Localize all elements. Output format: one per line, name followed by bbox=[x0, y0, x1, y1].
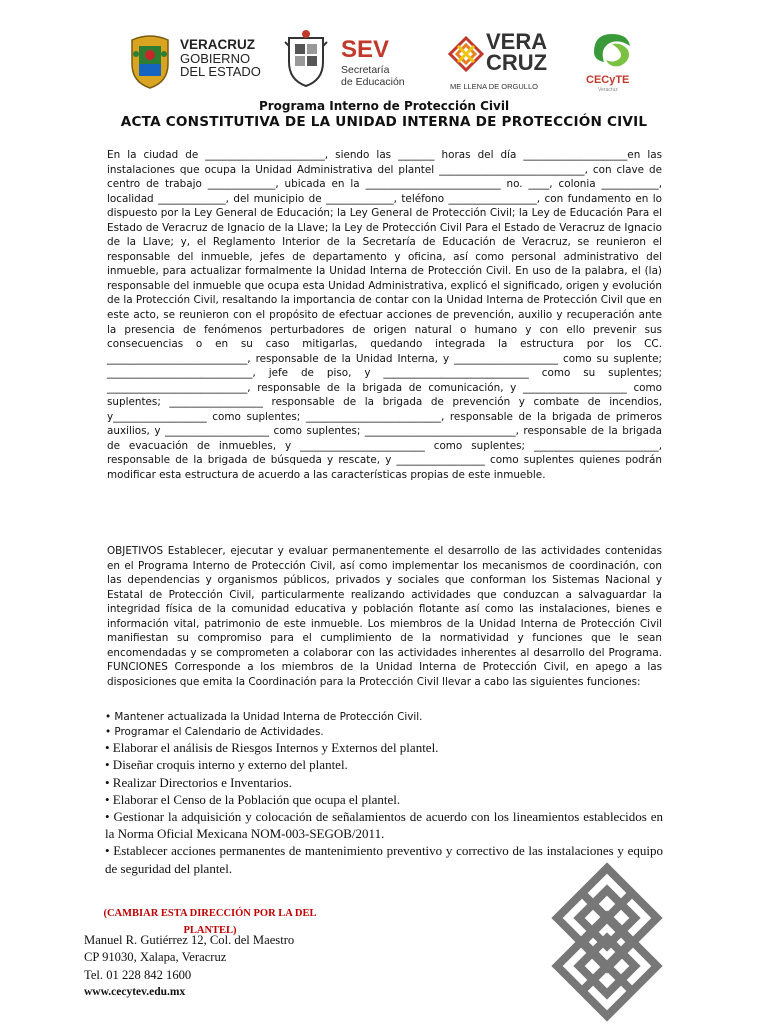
cecyte-logo bbox=[584, 30, 644, 94]
header-logos bbox=[0, 20, 768, 100]
footer-address bbox=[84, 932, 294, 1002]
objetivos-paragraph: OBJETIVOS Establecer, ejecutar y evaluar permanentemente el desarrollo de las actividades contenidas en el Programa Interno de Protección Civil, así como implementar los mecanismos de coordinación, con las dependencias y organismos públicos, privados y sociales que conforman los Sistemas Nacional y Estatal de Protección Civil, particularmente realizando actividades que conduzcan a salvaguardar la integridad física de la comunidad educativa y población flotante así como las instalaciones, bienes e información vital, patrimonio de este inmueble. Los miembros de la Unidad Interna de Protección Civil manifiestan su compromiso para el cumplimiento de la normatividad y funciones que le sean encomendadas y se comprometen a colaborar con las actividades inherentes al desarrollo del Programa. FUNCIONES Corresponde a los miembros de la Unidad Interna de Protección Civil, en apego a las disposiciones que emita la Coordinación para la Protección Civil llevar a cabo las siguientes funciones: bbox=[107, 545, 662, 688]
list-item: • Diseñar croquis interno y externo del plantel. bbox=[105, 757, 348, 773]
veracruz-line1: VERACRUZ bbox=[180, 37, 256, 52]
sev-line2: de Educación bbox=[341, 76, 405, 89]
cecyte-sub: Veracruz bbox=[598, 87, 618, 93]
sev-acronym: SEV bbox=[341, 36, 390, 63]
phone: Tel. 01 228 842 1600 bbox=[84, 967, 192, 982]
veracruz-knot-watermark-icon bbox=[551, 862, 663, 1022]
veracruz-gobierno-logo bbox=[128, 34, 268, 94]
list-item: • Programar el Calendario de Actividades. bbox=[105, 725, 324, 738]
sev-line1: Secretaría bbox=[341, 64, 390, 76]
address-line1: Manuel R. Gutiérrez 12, Col. del Maestro bbox=[84, 933, 295, 947]
veracruz-shield-icon bbox=[128, 34, 172, 90]
address-line2: CP 91030, Xalapa, Veracruz bbox=[84, 950, 227, 965]
acta-paragraph: En la ciudad de _______________________, siendo las _______ horas del día ____________________en las instalaciones que ocupa la Unidad Administrativa del plantel ____________________________, con clave de centro de trabajo _____________, ubicada en la __________________________ no. ____, colonia ___________, localidad _____________, del municipio de _____________, teléfono _________________, con fundamento en lo dispuesto por la Ley General de Educación; la Ley General de Protección Civil; la Ley de Educación Para el Estado de Veracruz de Ignacio de la Llave; la Ley de Protección Civil Para el Estado de Veracruz de Ignacio de la Llave; y, el Reglamento Interior de la Secretaría de Educación de Veracruz, se reunieron el responsable del inmueble, jefes de departamento y oficina, así como personal administrativo del inmueble, para actualizar formalmente la Unidad Interna de Protección Civil. En uso de la palabra, el (la) responsable del inmueble que ocupa esta Unidad Administrativa, explicó el significado, origen y evolución de la Protección Civil, resaltando la importancia de contar con la Unidad Interna de Protección Civil que en este acto, se reunieron con el propósito de efectuar acciones de prevención, auxilio y recuperación ante la presencia de fenómenos perturbadores de origen natural o humano y con ello prevenir sus consecuencias o en su caso mitigarlas, quedando integrada la estructura por los CC. ___________________________, responsable de la Unidad Interna, y ____________________ como su suplente; ____________________________, jefe de piso, y ____________________________ como su suplentes; ___________________________, responsable de la brigada de comunicación, y ____________________ como suplentes; __________________ responsable de la brigada de prevención y combate de incendios, y__________________ como suplentes; __________________________, responsable de la brigada de primeros auxilios, y ____________________ como suplentes; _____________________________, responsable de la brigada de evacuación de inmuebles, y ________________________ como suplentes; ________________________, responsable de la brigada de búsqueda y rescate, y _________________ como suplentes quienes podrán modificar esta estructura de acuerdo a las características propias de este inmueble. bbox=[107, 149, 662, 482]
cecyte-logo-icon bbox=[588, 30, 636, 74]
veracruz-line3: DEL ESTADO bbox=[180, 63, 261, 79]
list-item: • Realizar Directorios e Inventarios. bbox=[105, 774, 292, 790]
change-address-note: (CAMBIAR ESTA DIRECCIÓN POR LA DEL PLANTEL) bbox=[103, 908, 317, 936]
list-item: • Elaborar el Censo de la Población que ocupa el plantel. bbox=[105, 791, 401, 807]
vera-line2: CRUZ bbox=[486, 49, 548, 75]
website-link[interactable]: www.cecytev.edu.mx bbox=[84, 986, 186, 999]
sev-crest-icon bbox=[283, 28, 329, 88]
vera-cruz-slogan: ME LLENA DE ORGULLO bbox=[450, 82, 538, 91]
list-item: • Gestionar la adquisición y colocación de señalamientos de acuerdo con los lineamientos establecidos en la Norma Oficial Mexicana NOM-003-SEGOB/2011. bbox=[105, 809, 663, 842]
list-item: • Elaborar el análisis de Riesgos Internos y Externos del plantel. bbox=[105, 740, 439, 756]
veracruz-line2: GOBIERNO bbox=[180, 50, 251, 66]
vera-cruz-knot-icon bbox=[448, 36, 484, 72]
sev-logo bbox=[283, 28, 423, 92]
cecyte-name: CECyTE bbox=[586, 74, 630, 86]
vera-cruz-logo bbox=[448, 30, 568, 94]
vera-line1: VERA bbox=[486, 29, 548, 54]
document-subtitle: ACTA CONSTITUTIVA DE LA UNIDAD INTERNA DE PROTECCIÓN CIVIL bbox=[120, 114, 648, 130]
funciones-list bbox=[105, 710, 663, 877]
list-item: • Establecer acciones permanentes de mantenimiento preventivo y correctivo de las instalaciones y equipo de seguridad del plantel. bbox=[105, 843, 663, 876]
document-title: Programa Interno de Protección Civil bbox=[258, 99, 510, 113]
list-item: • Mantener actualizada la Unidad Interna de Protección Civil. bbox=[105, 711, 423, 723]
